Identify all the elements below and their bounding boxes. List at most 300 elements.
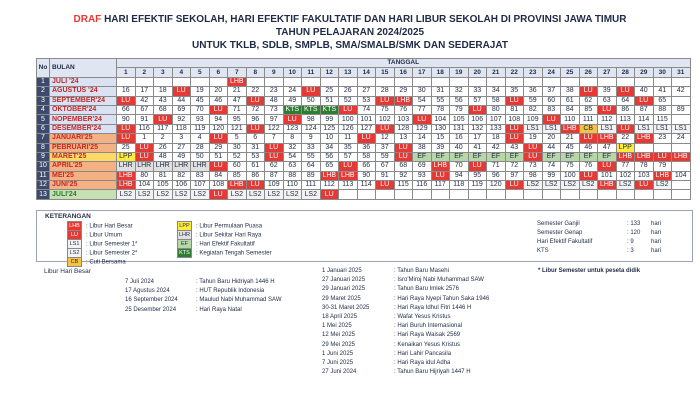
day-cell: LU: [524, 143, 543, 152]
day-cell: 109: [265, 181, 284, 190]
day-cell: [468, 77, 487, 86]
day-cell: 133: [487, 124, 506, 133]
holiday-description: : Isro'Miroj Nabi Muhammad SAW: [394, 277, 484, 284]
legend-item: [67, 257, 126, 267]
row-number: 10: [37, 162, 50, 171]
day-cell: [672, 96, 691, 105]
legend-code: CB: [67, 257, 82, 267]
day-cell: 21: [228, 87, 247, 96]
day-cell: 66: [357, 162, 376, 171]
day-cell: LU: [172, 87, 191, 96]
day-cell: LU: [598, 162, 617, 171]
day-cell: LU: [117, 134, 136, 143]
day-cell: 82: [524, 105, 543, 114]
day-cell: 29: [209, 143, 228, 152]
day-number: 21: [487, 68, 506, 77]
holiday-date: 27 Januari 2025: [322, 277, 366, 284]
day-cell: 40: [635, 87, 654, 96]
day-cell: 47: [228, 96, 247, 105]
day-cell: LHR: [117, 162, 136, 171]
header-bulan: BULAN: [50, 59, 117, 78]
day-cell: 102: [376, 115, 395, 124]
day-cell: LU: [246, 181, 265, 190]
day-cell: 83: [191, 171, 210, 180]
day-cell: 112: [598, 115, 617, 124]
day-cell: 14: [413, 134, 432, 143]
day-cell: 119: [468, 181, 487, 190]
day-cell: LHB: [598, 181, 617, 190]
day-cell: LHR: [135, 162, 154, 171]
day-cell: LU: [431, 171, 450, 180]
day-cell: LU: [209, 162, 228, 171]
row-number: 13: [37, 190, 50, 199]
day-cell: LHB: [394, 96, 413, 105]
month-name: PEBRUARI'25: [50, 143, 117, 152]
day-cell: [191, 77, 210, 86]
day-cell: 25: [320, 87, 339, 96]
day-cell: LHB: [635, 134, 654, 143]
month-row: [37, 181, 691, 190]
day-number: 11: [302, 68, 321, 77]
day-cell: 20: [209, 87, 228, 96]
holiday-date: 29 Maret 2025: [322, 295, 361, 302]
day-cell: LU: [209, 190, 228, 199]
day-cell: 83: [542, 105, 561, 114]
summary-label: Semester Ganjil: [537, 221, 580, 227]
day-cell: 38: [413, 143, 432, 152]
day-cell: LS2: [172, 190, 191, 199]
day-cell: 72: [505, 162, 524, 171]
day-cell: [672, 143, 691, 152]
legend-code: LS2: [67, 248, 82, 258]
day-cell: LU: [653, 152, 672, 161]
header-tanggal: TANGGAL: [117, 59, 691, 68]
day-cell: 24: [283, 87, 302, 96]
month-name: MARET'25: [50, 152, 117, 161]
day-cell: LU: [468, 105, 487, 114]
day-cell: 39: [431, 143, 450, 152]
day-cell: [561, 77, 580, 86]
day-cell: 55: [302, 152, 321, 161]
day-cell: [394, 190, 413, 199]
day-cell: 62: [579, 96, 598, 105]
day-cell: 98: [302, 115, 321, 124]
legend-code: LHR: [178, 232, 190, 238]
day-cell: LHR: [154, 162, 173, 171]
day-cell: [246, 77, 265, 86]
row-number: 1: [37, 77, 50, 86]
day-cell: 45: [191, 96, 210, 105]
day-cell: 1: [135, 134, 154, 143]
legend-title: KETERANGAN: [45, 213, 91, 220]
day-cell: 130: [431, 124, 450, 133]
day-cell: LS2: [653, 181, 672, 190]
day-cell: 94: [209, 115, 228, 124]
day-cell: 19: [191, 87, 210, 96]
day-number: 1: [117, 68, 136, 77]
day-cell: 57: [468, 96, 487, 105]
summary-label: Semester Genap: [537, 230, 583, 236]
day-cell: LU: [579, 171, 598, 180]
day-cell: 108: [505, 115, 524, 124]
day-cell: 47: [598, 143, 617, 152]
summary-unit: hari: [651, 239, 662, 245]
day-cell: 93: [191, 115, 210, 124]
day-cell: 58: [487, 96, 506, 105]
day-cell: [635, 143, 654, 152]
row-number: 3: [37, 96, 50, 105]
day-cell: CB: [579, 124, 598, 133]
summary-unit: hari: [651, 248, 662, 254]
day-cell: 8: [283, 134, 302, 143]
day-cell: 75: [376, 105, 395, 114]
day-cell: 116: [135, 124, 154, 133]
day-cell: 115: [653, 115, 672, 124]
day-cell: 32: [283, 143, 302, 152]
day-cell: 65: [653, 96, 672, 105]
day-cell: 102: [616, 171, 635, 180]
day-cell: 52: [228, 152, 247, 161]
day-cell: 36: [524, 87, 543, 96]
semester-note: * Libur Semester untuk peseta didik: [538, 268, 641, 274]
day-cell: 22: [246, 87, 265, 96]
day-cell: EF: [468, 152, 487, 161]
day-cell: 69: [172, 105, 191, 114]
day-cell: LU: [598, 105, 617, 114]
day-cell: LS2: [117, 190, 136, 199]
day-cell: LU: [616, 124, 635, 133]
holiday-date: 7 Juni 2025: [322, 360, 354, 366]
day-cell: 23: [265, 87, 284, 96]
header-no: No: [37, 59, 50, 78]
day-cell: [172, 77, 191, 86]
month-row: [37, 115, 691, 124]
day-cell: 114: [357, 181, 376, 190]
day-cell: 59: [376, 152, 395, 161]
day-cell: LU: [505, 134, 524, 143]
day-cell: 86: [616, 105, 635, 114]
day-cell: EF: [487, 152, 506, 161]
day-cell: [653, 190, 672, 199]
row-number: 5: [37, 115, 50, 124]
day-cell: 48: [154, 152, 173, 161]
day-number: 22: [505, 68, 524, 77]
legend-label: : Libur Permulaan Puasa: [196, 223, 263, 230]
legend-label: : Libur Sekitar Hari Raya: [196, 232, 262, 239]
month-row: [37, 152, 691, 161]
day-cell: 108: [209, 181, 228, 190]
day-cell: [413, 77, 432, 86]
day-cell: 103: [394, 115, 413, 124]
day-cell: 30: [413, 87, 432, 96]
month-row: [37, 124, 691, 133]
month-name: NOPEMBER'24: [50, 115, 117, 124]
month-name: APRIL'25: [50, 162, 117, 171]
day-cell: [579, 190, 598, 199]
day-cell: 107: [191, 181, 210, 190]
day-cell: 34: [487, 87, 506, 96]
day-cell: LU: [542, 115, 561, 124]
day-cell: 105: [450, 115, 469, 124]
day-cell: [450, 77, 469, 86]
day-cell: 63: [283, 162, 302, 171]
legend-label: : Libur Semester 1*: [86, 241, 138, 248]
day-cell: 95: [468, 171, 487, 180]
day-cell: 33: [468, 87, 487, 96]
day-cell: 113: [616, 115, 635, 124]
day-cell: 56: [450, 96, 469, 105]
holiday-description: : Tahun Baru Hidriyah 1446 H: [196, 279, 275, 285]
day-cell: [283, 77, 302, 86]
day-cell: LU: [154, 115, 173, 124]
day-cell: LHB: [431, 162, 450, 171]
holiday-date: 7 Juli 2024: [125, 279, 155, 285]
day-cell: 65: [320, 162, 339, 171]
day-cell: LS2: [561, 181, 580, 190]
month-row: [37, 143, 691, 152]
day-cell: [672, 77, 691, 86]
day-cell: 92: [394, 171, 413, 180]
day-cell: 2: [154, 134, 173, 143]
month-row: [37, 162, 691, 171]
day-cell: 104: [672, 171, 691, 180]
holiday-date: 29 Mei 2025: [322, 341, 356, 348]
day-cell: 112: [320, 181, 339, 190]
day-cell: LU: [505, 181, 524, 190]
holiday-description: : Hari Raya idul Adha: [394, 360, 451, 366]
day-cell: 61: [246, 162, 265, 171]
row-number: 4: [37, 105, 50, 114]
day-cell: 111: [302, 181, 321, 190]
day-cell: 26: [154, 143, 173, 152]
day-cell: LS2: [265, 190, 284, 199]
day-cell: LS1: [653, 124, 672, 133]
day-cell: [357, 190, 376, 199]
holiday-date: 25 Desember 2024: [125, 306, 177, 313]
day-cell: 36: [357, 143, 376, 152]
holiday-description: : Hari Raya Nyepi Tahun Saka 1946: [394, 295, 490, 302]
day-cell: 40: [450, 143, 469, 152]
day-number: 23: [524, 68, 543, 77]
holiday-date: 1 Januari 2025: [322, 268, 362, 274]
day-cell: 4: [191, 134, 210, 143]
day-cell: 51: [209, 152, 228, 161]
day-cell: KTS: [302, 105, 321, 114]
legend-label: : Libur Hari Besar: [86, 223, 133, 230]
month-row: [37, 96, 691, 105]
legend-code: LHB: [67, 221, 82, 231]
day-number: 28: [616, 68, 635, 77]
day-cell: 88: [283, 171, 302, 180]
month-row: [37, 77, 691, 86]
day-cell: 89: [672, 105, 691, 114]
day-cell: 84: [561, 105, 580, 114]
holiday-description: : Tahun Baru Hijriyah 1447 H: [394, 369, 471, 376]
day-cell: 78: [431, 105, 450, 114]
month-name: AGUSTUS '24: [50, 87, 117, 96]
day-cell: LS1: [598, 124, 617, 133]
day-cell: 28: [191, 143, 210, 152]
day-cell: LHB: [616, 152, 635, 161]
day-cell: LU: [524, 152, 543, 161]
day-cell: 46: [579, 143, 598, 152]
summary-unit: hari: [651, 230, 662, 236]
holiday-description: : Hari Raya Waisak 2569: [394, 332, 461, 339]
day-cell: 87: [635, 105, 654, 114]
day-number: 16: [394, 68, 413, 77]
day-number: 6: [209, 68, 228, 77]
day-cell: [376, 77, 395, 86]
day-cell: 74: [542, 162, 561, 171]
day-cell: [487, 77, 506, 86]
day-cell: 68: [394, 162, 413, 171]
day-cell: 97: [505, 171, 524, 180]
day-cell: 41: [653, 87, 672, 96]
title-line-3: UNTUK TKLB, SDLB, SMPLB, SMA/SMALB/SMK DAN SEDERAJAT: [192, 40, 508, 51]
day-cell: 106: [172, 181, 191, 190]
day-cell: LU: [320, 190, 339, 199]
day-cell: 44: [172, 96, 191, 105]
day-cell: 19: [524, 134, 543, 143]
day-number: 5: [191, 68, 210, 77]
legend-label: : Hari Efektif Fakultatif: [196, 241, 255, 248]
summary-label: Hari Efektif Fakultatif: [537, 239, 593, 245]
day-cell: [672, 162, 691, 171]
holiday-description: : Maulud Nabi Muhammad SAW: [196, 297, 282, 304]
day-cell: [616, 77, 635, 86]
day-cell: 104: [431, 115, 450, 124]
day-cell: LU: [394, 152, 413, 161]
day-cell: 54: [413, 96, 432, 105]
semester-summary: [537, 221, 661, 227]
holiday-description: : Tahun Baru Masehi: [394, 268, 449, 274]
day-number: 13: [339, 68, 358, 77]
day-cell: 34: [320, 143, 339, 152]
day-cell: LHB: [561, 124, 580, 133]
day-cell: 90: [357, 171, 376, 180]
legend-code: KTS: [177, 248, 192, 258]
day-cell: 24: [672, 134, 691, 143]
holiday-description: : Wafat Yesus Kristus: [394, 314, 451, 320]
day-cell: 95: [228, 115, 247, 124]
holiday-description: : Hari Raya Natal: [196, 306, 242, 313]
day-cell: [542, 190, 561, 199]
day-cell: 49: [172, 152, 191, 161]
day-number: 31: [672, 68, 691, 77]
summary-label: KTS: [537, 248, 549, 254]
day-cell: LHR: [191, 162, 210, 171]
day-cell: LU: [505, 124, 524, 133]
day-cell: [376, 190, 395, 199]
day-cell: 66: [117, 105, 136, 114]
month-row: [37, 190, 691, 199]
day-cell: 16: [117, 87, 136, 96]
day-cell: 32: [450, 87, 469, 96]
day-number: 9: [265, 68, 284, 77]
holiday-description: : HUT Republik Indonesia: [196, 288, 265, 295]
day-cell: 42: [487, 143, 506, 152]
day-cell: LU: [413, 115, 432, 124]
day-cell: LU: [616, 87, 635, 96]
day-cell: 58: [357, 152, 376, 161]
day-cell: 7: [265, 134, 284, 143]
day-cell: 23: [653, 134, 672, 143]
day-cell: LPP: [616, 143, 635, 152]
day-cell: 96: [487, 171, 506, 180]
day-cell: EF: [450, 152, 469, 161]
day-cell: 111: [579, 115, 598, 124]
day-cell: 11: [339, 134, 358, 143]
day-cell: 98: [524, 171, 543, 180]
month-name: DESEMBER'24: [50, 124, 117, 133]
day-cell: 39: [598, 87, 617, 96]
day-cell: LU: [357, 134, 376, 143]
day-cell: 20: [542, 134, 561, 143]
day-cell: 6: [246, 134, 265, 143]
day-cell: 77: [616, 162, 635, 171]
holiday-date: 30-31 Maret 2025: [322, 304, 370, 311]
day-cell: 17: [468, 134, 487, 143]
day-cell: 68: [154, 105, 173, 114]
day-cell: [653, 143, 672, 152]
day-cell: 94: [450, 171, 469, 180]
day-cell: 77: [413, 105, 432, 114]
month-name: JUNI'25: [50, 181, 117, 190]
day-cell: 62: [265, 162, 284, 171]
day-cell: 117: [154, 124, 173, 133]
day-number: 26: [579, 68, 598, 77]
summary-value: : 133: [627, 221, 641, 227]
day-cell: 115: [394, 181, 413, 190]
day-cell: 31: [246, 143, 265, 152]
day-cell: LS1: [635, 124, 654, 133]
day-cell: LS1: [524, 124, 543, 133]
holiday-date: 27 Juni 2024: [322, 369, 357, 376]
summary-unit: hari: [651, 221, 662, 227]
calendar-body: [37, 77, 691, 199]
day-cell: [505, 190, 524, 199]
day-cell: 80: [135, 171, 154, 180]
day-cell: 84: [209, 171, 228, 180]
day-cell: 59: [524, 96, 543, 105]
day-cell: 100: [339, 115, 358, 124]
day-cell: 99: [542, 171, 561, 180]
day-number: 15: [376, 68, 395, 77]
legend-box: [36, 210, 693, 266]
day-cell: 86: [246, 171, 265, 180]
day-cell: 27: [357, 87, 376, 96]
day-cell: LU: [505, 96, 524, 105]
day-cell: 126: [339, 124, 358, 133]
day-cell: 5: [228, 134, 247, 143]
day-cell: 75: [561, 162, 580, 171]
day-cell: 25: [117, 143, 136, 152]
row-number: 12: [37, 181, 50, 190]
day-cell: 124: [302, 124, 321, 133]
day-cell: 118: [172, 124, 191, 133]
day-cell: 43: [505, 143, 524, 152]
day-cell: LU: [135, 152, 154, 161]
day-cell: LS1: [672, 124, 691, 133]
day-cell: 100: [561, 171, 580, 180]
day-cell: 109: [524, 115, 543, 124]
day-number: 8: [246, 68, 265, 77]
day-cell: [450, 190, 469, 199]
day-cell: EF: [413, 152, 432, 161]
day-cell: 22: [616, 134, 635, 143]
day-cell: 71: [487, 162, 506, 171]
day-cell: LS2: [302, 190, 321, 199]
